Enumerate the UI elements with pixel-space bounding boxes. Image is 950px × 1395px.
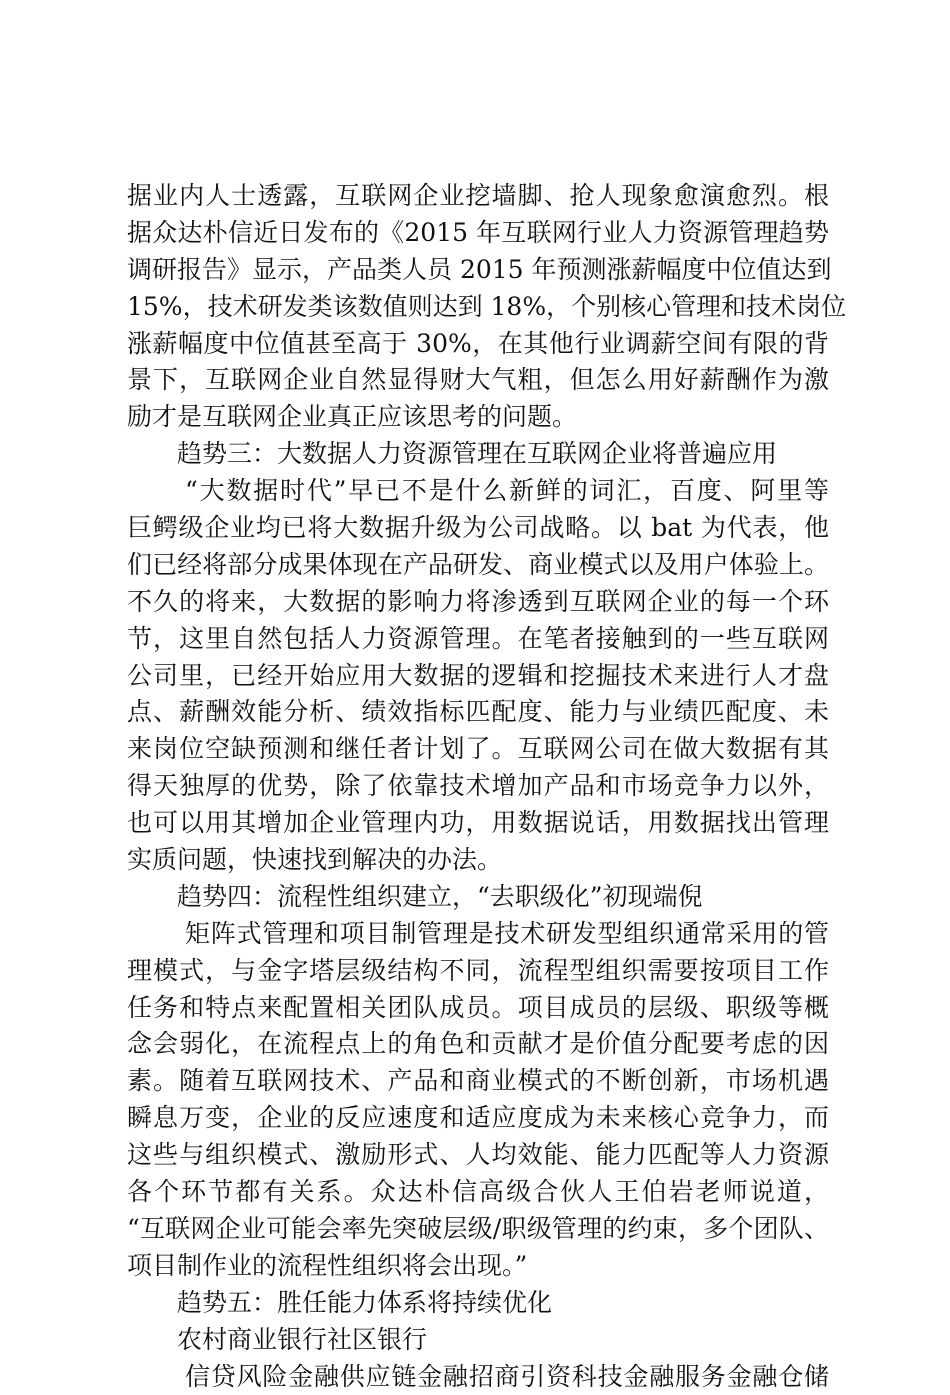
text-line: “互联网企业可能会率先突破层级/职级管理的约束，多个团队、 xyxy=(127,1211,829,1248)
text-line: 也可以用其增加企业管理内功，用数据说话，用数据找出管理 xyxy=(127,805,829,842)
text-line: 实质问题，快速找到解决的办法。 xyxy=(127,842,829,879)
text-line: 任务和特点来配置相关团队成员。项目成员的层级、职级等概 xyxy=(127,990,829,1027)
text-line: 念会弱化，在流程点上的角色和贡献才是价值分配要考虑的因 xyxy=(127,1026,829,1063)
text-line: 矩阵式管理和项目制管理是技术研发型组织通常采用的管 xyxy=(127,916,829,953)
body-text xyxy=(127,178,829,1395)
text-line: 涨薪幅度中位值甚至高于 30%，在其他行业调薪空间有限的背 xyxy=(127,326,829,363)
text-line: 节，这里自然包括人力资源管理。在笔者接触到的一些互联网 xyxy=(127,621,829,658)
text-line: 景下，互联网企业自然显得财大气粗，但怎么用好薪酬作为激 xyxy=(127,362,829,399)
text-line: 调研报告》显示，产品类人员 2015 年预测涨薪幅度中位值达到 xyxy=(127,252,829,289)
text-line: 据业内人士透露，互联网企业挖墙脚、抢人现象愈演愈烈。根 xyxy=(127,178,829,215)
text-line: “大数据时代”早已不是什么新鲜的词汇，百度、阿里等 xyxy=(127,473,829,510)
text-line: 据众达朴信近日发布的《2015 年互联网行业人力资源管理趋势 xyxy=(127,215,829,252)
text-line: 15%，技术研发类该数值则达到 18%，个别核心管理和技术岗位 xyxy=(127,289,829,326)
text-line: 得天独厚的优势，除了依靠技术增加产品和市场竞争力以外， xyxy=(127,768,829,805)
text-line: 瞬息万变，企业的反应速度和适应度成为未来核心竞争力，而 xyxy=(127,1100,829,1137)
text-line: 励才是互联网企业真正应该思考的问题。 xyxy=(127,399,829,436)
text-line: 这些与组织模式、激励形式、人均效能、能力匹配等人力资源 xyxy=(127,1137,829,1174)
text-line: 理模式，与金字塔层级结构不同，流程型组织需要按项目工作 xyxy=(127,953,829,990)
text-line: 们已经将部分成果体现在产品研发、商业模式以及用户体验上。 xyxy=(127,547,829,584)
text-line: 巨鳄级企业均已将大数据升级为公司战略。以 bat 为代表，他 xyxy=(127,510,829,547)
text-line: 农村商业银行社区银行 xyxy=(127,1322,829,1359)
text-line: 素。随着互联网技术、产品和商业模式的不断创新，市场机遇 xyxy=(127,1063,829,1100)
text-line: 不久的将来，大数据的影响力将渗透到互联网企业的每一个环 xyxy=(127,584,829,621)
text-line: 趋势三：大数据人力资源管理在互联网企业将普遍应用 xyxy=(127,436,829,473)
text-line: 趋势五：胜任能力体系将持续优化 xyxy=(127,1285,829,1322)
text-line: 信贷风险金融供应链金融招商引资科技金融服务金融仓储 xyxy=(127,1359,829,1395)
text-line: 点、薪酬效能分析、绩效指标匹配度、能力与业绩匹配度、未 xyxy=(127,694,829,731)
text-line: 公司里，已经开始应用大数据的逻辑和挖掘技术来进行人才盘 xyxy=(127,658,829,695)
text-line: 趋势四：流程性组织建立，“去职级化”初现端倪 xyxy=(127,879,829,916)
text-line: 项目制作业的流程性组织将会出现。” xyxy=(127,1248,829,1285)
text-line: 各个环节都有关系。众达朴信高级合伙人王伯岩老师说道， xyxy=(127,1174,829,1211)
text-line: 来岗位空缺预测和继任者计划了。互联网公司在做大数据有其 xyxy=(127,731,829,768)
